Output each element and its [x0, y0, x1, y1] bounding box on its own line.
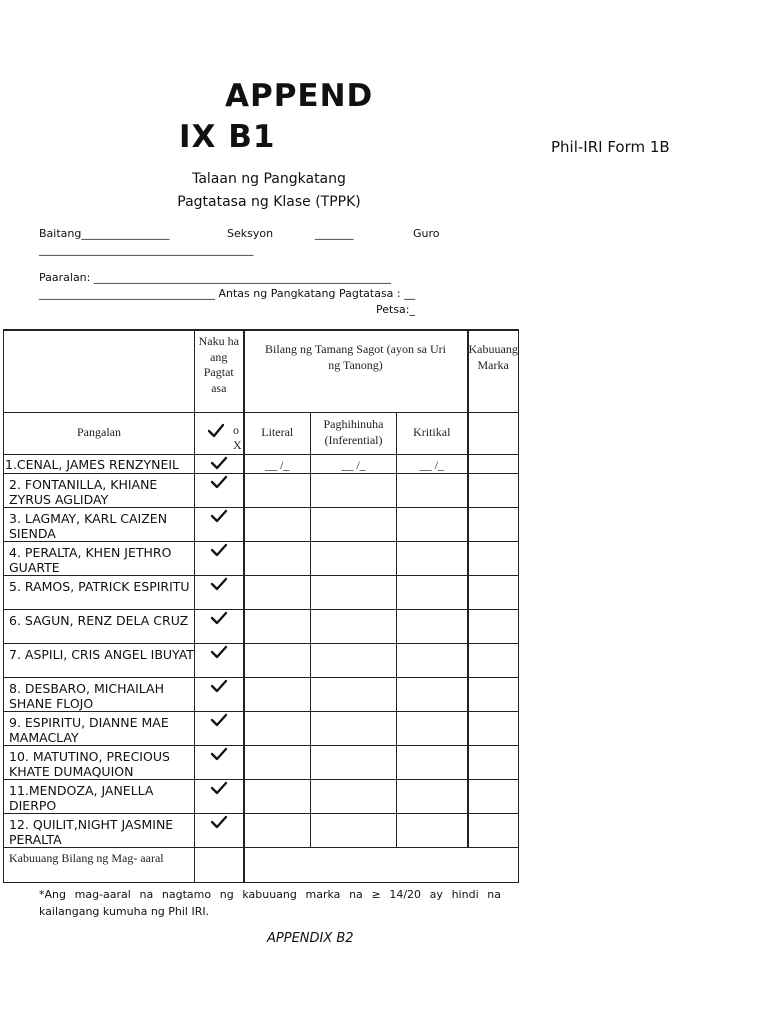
appendix-title-line2: IX B1 [179, 119, 276, 155]
header-blank-cell [4, 330, 195, 412]
table-row [4, 745, 519, 779]
header-check-or-x [195, 412, 244, 454]
check-icon [210, 747, 228, 762]
table-row [4, 575, 519, 609]
table-row [4, 711, 519, 745]
student-name: 3. LAGMAY, KARL CAIZEN SIENDA [4, 507, 195, 541]
header-paghihinuha: Paghihinuha (Inferential) [311, 412, 397, 454]
check-icon [210, 713, 228, 728]
seksyon-label: Seksyon [227, 227, 274, 240]
check-icon [210, 815, 228, 830]
check-or-label: o [233, 422, 239, 437]
score-paghihinuha: __ /_ [311, 454, 397, 473]
student-name: 11.MENDOZA, JANELLA DIERPO [4, 779, 195, 813]
check-icon [210, 543, 228, 558]
form-code: Phil-IRI Form 1B [551, 138, 670, 156]
check-icon [210, 645, 228, 660]
appendix-b2-title: APPENDIX B2 [267, 931, 354, 946]
appendix-title-line1: APPEND [225, 78, 374, 114]
table-row [4, 609, 519, 643]
guro-label: Guro [413, 227, 440, 240]
check-icon [210, 611, 228, 626]
score-literal: __ /_ [244, 454, 311, 473]
table-row [4, 643, 519, 677]
table-row [4, 473, 519, 507]
student-name: 8. DESBARO, MICHAILAH SHANE FLOJO [4, 677, 195, 711]
total-row [4, 847, 519, 882]
student-name: 2. FONTANILLA, KHIANE ZYRUS AGLIDAY [4, 473, 195, 507]
check-icon [210, 781, 228, 796]
header-naku-ha: Naku ha ang Pagtat asa [195, 330, 244, 412]
student-name: 9. ESPIRITU, DIANNE MAE MAMACLAY [4, 711, 195, 745]
student-name: 10. MATUTINO, PRECIOUS KHATE DUMAQUION [4, 745, 195, 779]
table-row [4, 813, 519, 847]
footnote: *Ang mag-aaral na nagtamo ng kabuuang marka na ≥ 14/20 ay hindi na kailangang kumuha ng Phil IRI. [39, 888, 501, 918]
header-kabuuang-marka: Kabuuang Marka [468, 330, 519, 412]
paaralan-field: Paaralan: ______________________________________________________ [39, 271, 391, 284]
student-name: 7. ASPILI, CRIS ANGEL IBUYAT [4, 643, 195, 677]
petsa-field: Petsa:_ [376, 303, 415, 316]
total-check-cell [195, 847, 244, 882]
total-value-cell [244, 847, 519, 882]
header-pangalan: Pangalan [4, 412, 195, 454]
guro-blank: _______________________________________ [39, 243, 254, 256]
check-icon [207, 423, 225, 439]
header-kritikal: Kritikal [397, 412, 468, 454]
table-row [4, 507, 519, 541]
table-row [4, 541, 519, 575]
tppk-table [3, 329, 519, 883]
subtitle-line1: Talaan ng Pangkatang [192, 171, 346, 187]
student-name: 1.CENAL, JAMES RENZYNEIL [4, 454, 195, 473]
check-icon [210, 577, 228, 592]
header-literal: Literal [244, 412, 311, 454]
check-icon [210, 509, 228, 524]
score-total [468, 454, 519, 473]
seksyon-blank: _______ [315, 227, 354, 240]
table-row [4, 779, 519, 813]
student-name: 6. SAGUN, RENZ DELA CRUZ [4, 609, 195, 643]
check-x-label: X [233, 437, 242, 452]
score-kritikal: __ /_ [397, 454, 468, 473]
table-row [4, 454, 519, 473]
header-total-blank [468, 412, 519, 454]
subtitle-line2: Pagtatasa ng Klase (TPPK) [177, 194, 361, 210]
check-icon [210, 679, 228, 694]
student-name: 4. PERALTA, KHEN JETHRO GUARTE [4, 541, 195, 575]
total-label: Kabuuang Bilang ng Mag- aaral [4, 847, 195, 882]
check-icon [210, 456, 228, 471]
student-name: 12. QUILIT,NIGHT JASMINE PERALTA [4, 813, 195, 847]
baitang-field: Baitang________________ [39, 227, 170, 240]
table-row [4, 677, 519, 711]
check-icon [210, 475, 228, 490]
header-bilang-tamang-sagot: Bilang ng Tamang Sagot (ayon sa Uri ng Tanong) [244, 330, 468, 412]
student-name: 5. RAMOS, PATRICK ESPIRITU [4, 575, 195, 609]
antas-field: ________________________________ Antas ng Pangkatang Pagtatasa : __ [39, 287, 416, 300]
